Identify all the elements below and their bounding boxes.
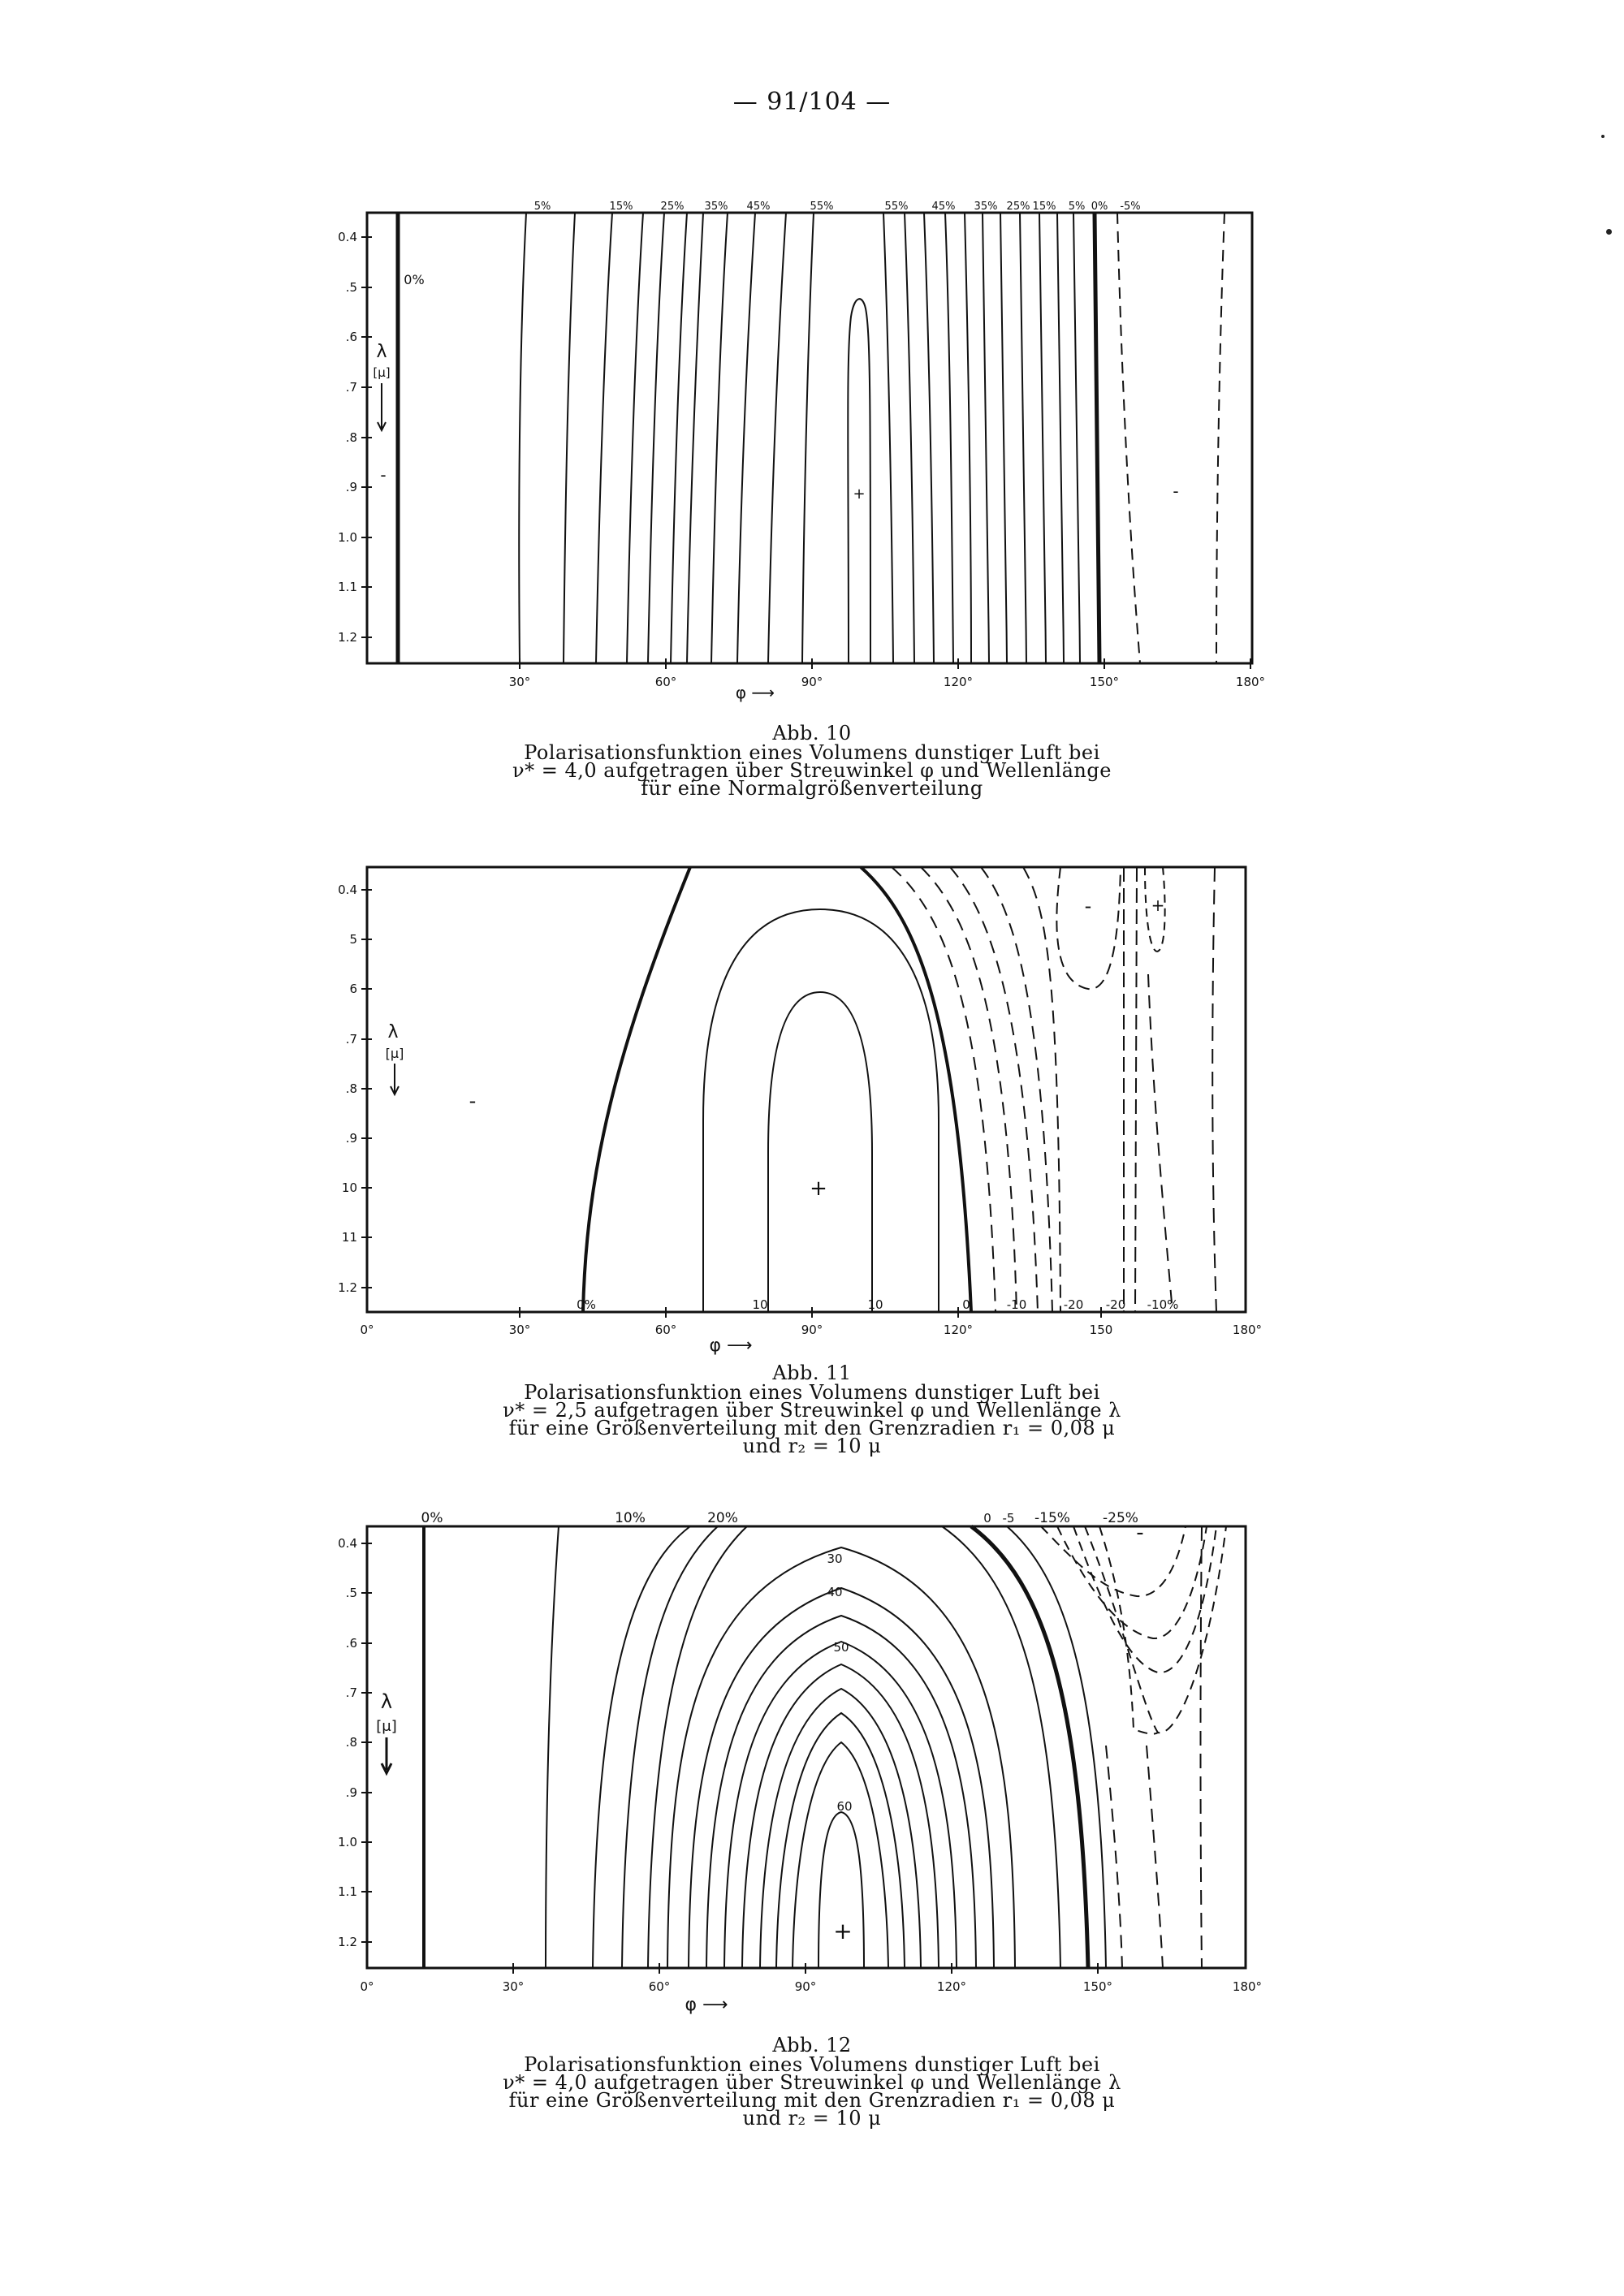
x-axis-label: φ ⟶	[685, 1995, 728, 2015]
y-tick-labels	[338, 230, 357, 645]
x-tick-label: 90°	[794, 1979, 817, 1994]
caption-title: Abb. 12	[772, 2034, 852, 2056]
caption-line: für eine Normalgrößenverteilung	[641, 777, 983, 800]
contour-label: 15%	[609, 201, 633, 213]
contour-label: -5%	[1120, 201, 1141, 213]
scan-speck	[1601, 135, 1605, 138]
inner-label: +	[1151, 896, 1165, 915]
contour-label: 25%	[660, 201, 685, 213]
contour-label: 20%	[707, 1510, 738, 1526]
contour-label: 10	[867, 1297, 883, 1312]
contour-label: 30	[827, 1552, 843, 1566]
contour-label: 40	[827, 1585, 843, 1599]
x-tick-label: 90°	[801, 1323, 823, 1337]
caption-abb12	[422, 2034, 1202, 2130]
x-axis-label: φ ⟶	[709, 1336, 753, 1356]
x-tick-label: 0°	[360, 1979, 374, 1994]
y-axis-unit: [μ]	[373, 365, 391, 380]
x-tick-label: 120°	[943, 1323, 974, 1337]
y-tick-labels	[338, 1536, 357, 1949]
y-tick-label: .8	[345, 1081, 357, 1096]
inner-label: -	[1136, 1521, 1144, 1545]
x-axis-label: φ ⟶	[735, 683, 775, 702]
y-tick-label: .7	[345, 1032, 357, 1047]
y-tick-label: .8	[345, 1735, 357, 1750]
contour-label: 15%	[1032, 201, 1056, 213]
x-ticks	[520, 1307, 1101, 1318]
contour-label: 0	[983, 1511, 991, 1526]
contour-label: 0	[962, 1297, 970, 1312]
contour-label: 60	[836, 1799, 853, 1814]
y-tick-label: 1.2	[338, 630, 357, 645]
y-tick-labels	[338, 883, 357, 1295]
x-ticks	[513, 1963, 1098, 1974]
x-tick-labels	[360, 1323, 1262, 1337]
y-tick-label: .6	[345, 330, 357, 344]
contour-label: -10	[1006, 1297, 1027, 1312]
caption-line: für eine Größenverteilung mit den Grenzradien r₁ = 0,08 μ	[508, 1417, 1116, 1439]
x-tick-labels	[509, 675, 1265, 689]
y-tick-label: 1.0	[338, 1835, 357, 1849]
y-tick-label: .7	[345, 380, 357, 395]
caption-abb11	[422, 1364, 1202, 1455]
contour-label: 50	[833, 1640, 849, 1655]
y-tick-label: 1.1	[338, 1884, 357, 1899]
y-tick-label: 1.2	[338, 1280, 357, 1295]
inner-label: -	[469, 1090, 477, 1112]
inner-label: +	[833, 1918, 853, 1944]
contour-label: 10%	[615, 1510, 646, 1526]
y-ticks	[361, 890, 372, 1288]
contour-label: 5%	[1068, 201, 1086, 213]
caption-title: Abb. 11	[772, 1362, 852, 1384]
x-tick-label: 90°	[801, 675, 823, 689]
x-tick-label: 60°	[654, 1323, 677, 1337]
y-tick-label: 0.4	[338, 1536, 357, 1551]
contour-label: 0%	[421, 1510, 443, 1526]
y-tick-label: 0.4	[338, 230, 357, 244]
y-axis-label: λ	[387, 1022, 399, 1042]
contour-label: 45%	[746, 201, 771, 213]
contour-label: 35%	[974, 201, 998, 213]
y-tick-label: 5	[349, 932, 357, 947]
inner-label: +	[810, 1176, 827, 1201]
caption-title: Abb. 10	[772, 722, 852, 744]
y-tick-label: .9	[345, 480, 357, 494]
contour-label: 25%	[1006, 201, 1030, 213]
x-tick-labels	[360, 1979, 1262, 1994]
x-tick-label: 150°	[1089, 675, 1120, 689]
caption-line: und r₂ = 10 μ	[742, 2107, 882, 2130]
y-tick-label: .6	[345, 1636, 357, 1651]
y-axis-arrowhead	[382, 1763, 391, 1773]
y-tick-label: .9	[345, 1785, 357, 1800]
scan-speck	[1606, 229, 1612, 235]
contour-label: 55%	[884, 201, 909, 213]
y-tick-label: .5	[345, 1586, 357, 1600]
x-tick-label: 180°	[1235, 675, 1266, 689]
caption-abb10	[422, 722, 1202, 800]
inner-label: 0%	[404, 272, 425, 287]
x-tick-label: 30°	[508, 675, 531, 689]
y-axis-unit: [μ]	[376, 1718, 397, 1735]
inner-label: -	[1084, 895, 1092, 917]
contour-label: 35%	[704, 201, 728, 213]
x-tick-label: 0°	[360, 1323, 374, 1337]
contour-label: 0%	[577, 1297, 596, 1312]
caption-line: ν* = 4,0 aufgetragen über Streuwinkel φ und Wellenlänge	[512, 759, 1112, 782]
caption-line: für eine Größenverteilung mit den Grenzradien r₁ = 0,08 μ	[508, 2089, 1116, 2112]
x-tick-label: 30°	[508, 1323, 531, 1337]
x-tick-label: 120°	[943, 675, 974, 689]
x-tick-label: 180°	[1232, 1979, 1263, 1994]
y-tick-label: .9	[345, 1131, 357, 1146]
y-tick-label: .7	[345, 1685, 357, 1700]
x-tick-label: 30°	[502, 1979, 525, 1994]
x-tick-label: 60°	[648, 1979, 671, 1994]
x-tick-label: 150	[1089, 1323, 1113, 1337]
y-tick-label: 0.4	[338, 883, 357, 897]
caption-line: ν* = 2,5 aufgetragen über Streuwinkel φ und Wellenlänge λ	[503, 1399, 1121, 1422]
contour-label: -20	[1063, 1297, 1084, 1312]
inner-label: -	[1173, 481, 1179, 501]
y-tick-label: 11	[341, 1230, 357, 1245]
plot-frame	[367, 867, 1246, 1312]
y-axis-label: λ	[376, 342, 387, 362]
contour-lines	[398, 213, 1224, 663]
contour-label: -20	[1105, 1297, 1126, 1312]
contour-label: -15%	[1034, 1510, 1070, 1526]
y-tick-label: 1.0	[338, 530, 357, 545]
y-tick-label: 6	[349, 982, 357, 996]
y-axis-unit: [μ]	[385, 1046, 404, 1061]
inner-label: +	[853, 486, 866, 503]
contour-label: -5	[1002, 1511, 1015, 1526]
caption-line: und r₂ = 10 μ	[742, 1435, 882, 1457]
inner-labels	[833, 1521, 1143, 1944]
contour-label: 5%	[533, 201, 551, 213]
caption-line: ν* = 4,0 aufgetragen über Streuwinkel φ und Wellenlänge λ	[503, 2071, 1121, 2094]
page-number: — 91/104 —	[732, 88, 892, 116]
contour-label: 55%	[810, 201, 834, 213]
figure-abb10	[0, 0, 1624, 812]
contour-labels	[577, 1297, 1178, 1312]
y-tick-label: .8	[345, 430, 357, 445]
x-tick-label: 180°	[1232, 1323, 1263, 1337]
plot-frame	[367, 213, 1252, 663]
y-axis-arrowhead	[391, 1086, 399, 1094]
contour-label: 45%	[931, 201, 956, 213]
y-axis-label: λ	[380, 1690, 393, 1713]
inner-labels	[469, 895, 1165, 1201]
contour-label: 0%	[1091, 201, 1108, 213]
y-tick-label: 10	[341, 1180, 357, 1195]
caption-line: Polarisationsfunktion eines Volumens dunstiger Luft bei	[524, 1381, 1100, 1404]
x-tick-label: 120°	[936, 1979, 967, 1994]
contour-labels	[421, 1510, 1138, 1814]
contour-label: 10	[752, 1297, 768, 1312]
y-tick-label: 1.1	[338, 580, 357, 594]
contour-labels	[534, 201, 1141, 213]
plot-frame	[367, 1526, 1246, 1968]
y-tick-label: .5	[345, 280, 357, 295]
x-tick-label: 150°	[1082, 1979, 1113, 1994]
caption-line: Polarisationsfunktion eines Volumens dunstiger Luft bei	[524, 741, 1100, 764]
contour-lines	[424, 1526, 1226, 1968]
y-tick-label: 1.2	[338, 1935, 357, 1949]
inner-label: -	[380, 465, 387, 485]
contour-lines	[583, 867, 1216, 1312]
x-tick-label: 60°	[654, 675, 677, 689]
contour-label: -10%	[1147, 1297, 1179, 1312]
contour-label: -25%	[1103, 1510, 1138, 1526]
y-ticks	[361, 1543, 372, 1942]
caption-line: Polarisationsfunktion eines Volumens dunstiger Luft bei	[524, 2053, 1100, 2076]
